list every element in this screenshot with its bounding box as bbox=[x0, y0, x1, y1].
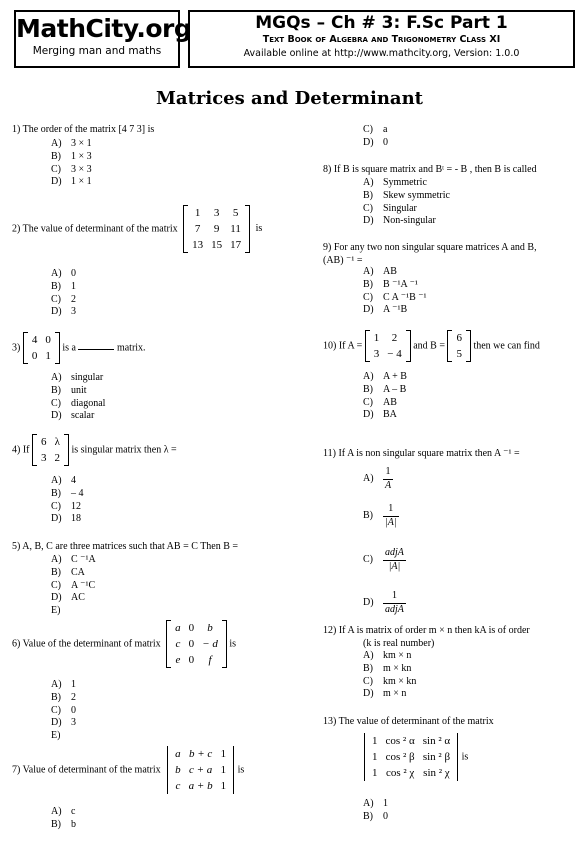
question-stem-suffix: is bbox=[461, 751, 469, 763]
answer-option[interactable] bbox=[363, 397, 407, 410]
options-q4 bbox=[51, 475, 84, 526]
option-letter: B) bbox=[51, 487, 61, 499]
option-text: A + B bbox=[383, 371, 407, 382]
option-letter: A) bbox=[363, 177, 374, 188]
question-stem: 5) A, B, C are three matrices such that AB = C Then B = bbox=[12, 541, 239, 552]
header-subtitle: Text Book of Algebra and Trigonometry Class XI bbox=[262, 34, 501, 45]
option-text: Non-singular bbox=[383, 215, 436, 227]
option-letter: E) bbox=[51, 605, 61, 617]
answer-option[interactable] bbox=[51, 679, 76, 692]
matrix-entry: − d bbox=[202, 638, 218, 650]
answer-option[interactable] bbox=[51, 554, 96, 567]
question-9 bbox=[323, 242, 537, 267]
matrix-entry: 1 bbox=[194, 207, 201, 219]
answer-option[interactable] bbox=[363, 688, 416, 701]
options-q8 bbox=[363, 177, 450, 228]
fraction-numerator: adjA bbox=[383, 547, 406, 561]
option-letter: C) bbox=[363, 291, 373, 303]
option-letter: C) bbox=[363, 675, 373, 687]
matrix-entry: cos ² β bbox=[385, 751, 415, 763]
fraction bbox=[383, 547, 406, 573]
answer-option[interactable] bbox=[51, 488, 84, 501]
option-letter: B) bbox=[51, 280, 61, 292]
options-q3 bbox=[51, 372, 105, 423]
option-letter: B) bbox=[363, 278, 373, 290]
option-text: diagonal bbox=[71, 397, 106, 409]
answer-option[interactable] bbox=[51, 294, 76, 307]
option-text: scalar bbox=[71, 410, 95, 422]
options-q11 bbox=[363, 462, 406, 622]
matrix-entry: 0 bbox=[188, 622, 195, 634]
option-text: 1 bbox=[71, 280, 76, 292]
option-letter: C) bbox=[51, 579, 61, 591]
matrix-entry: c + a bbox=[188, 764, 213, 776]
option-letter: B) bbox=[51, 691, 61, 703]
option-text: 1 bbox=[383, 798, 388, 809]
matrix-entry: a bbox=[175, 748, 181, 760]
option-letter: B) bbox=[51, 818, 61, 830]
option-text: A ⁻¹B bbox=[383, 304, 408, 316]
option-text: 1 × 3 bbox=[71, 150, 92, 162]
fraction-numerator: 1 bbox=[383, 503, 399, 517]
answer-option[interactable] bbox=[363, 462, 406, 496]
option-letter: D) bbox=[363, 215, 374, 227]
fraction-denominator: A bbox=[385, 479, 392, 491]
option-text: 18 bbox=[71, 513, 81, 525]
option-letter: C) bbox=[51, 500, 61, 512]
matrix-entry: b bbox=[207, 622, 213, 634]
option-letter: B) bbox=[51, 384, 61, 396]
option-text: singular bbox=[71, 372, 104, 383]
option-text: BA bbox=[383, 409, 397, 421]
answer-option[interactable] bbox=[51, 605, 96, 618]
option-letter: A) bbox=[363, 371, 374, 382]
option-letter: A) bbox=[51, 372, 62, 383]
matrix-entry: cos ² α bbox=[385, 735, 415, 747]
matrix-entry: 2 bbox=[391, 332, 398, 344]
option-text: AC bbox=[71, 592, 85, 604]
options-q5 bbox=[51, 554, 96, 618]
question-stem-suffix: is bbox=[237, 764, 245, 776]
option-letter: B) bbox=[363, 509, 373, 521]
matrix-entry: 1 bbox=[220, 764, 227, 776]
matrix-entry: 13 bbox=[192, 239, 204, 251]
answer-option[interactable] bbox=[363, 371, 407, 384]
question-10 bbox=[323, 330, 540, 362]
question-1 bbox=[12, 124, 154, 137]
matrix-entry: 15 bbox=[211, 239, 223, 251]
fraction bbox=[383, 590, 406, 616]
matrix-entry: cos ² χ bbox=[385, 767, 415, 779]
option-text: 3 × 1 bbox=[71, 138, 92, 149]
option-text: A – B bbox=[383, 383, 407, 395]
matrix-entry: c bbox=[175, 638, 181, 650]
question-stem-line2: (AB) ⁻¹ = bbox=[323, 254, 363, 266]
option-text: Skew symmetric bbox=[383, 189, 450, 201]
answer-option[interactable] bbox=[51, 580, 96, 593]
question-stem-mid: and B = bbox=[413, 340, 445, 352]
option-text: 0 bbox=[383, 810, 388, 822]
answer-option[interactable] bbox=[51, 705, 76, 718]
option-letter: D) bbox=[363, 688, 374, 700]
matrix-entry: 5 bbox=[232, 207, 239, 219]
options-q6 bbox=[51, 679, 76, 743]
question-11 bbox=[323, 448, 520, 461]
option-text: 1 × 1 bbox=[71, 176, 92, 188]
matrix-entry: 4 bbox=[31, 334, 38, 346]
option-letter: A) bbox=[363, 266, 374, 277]
matrix bbox=[183, 205, 250, 253]
answer-option[interactable] bbox=[363, 496, 406, 536]
question-stem: 13) The value of determinant of the matrix bbox=[323, 716, 494, 727]
answer-option[interactable] bbox=[51, 176, 92, 189]
option-letter: D) bbox=[51, 592, 62, 604]
header bbox=[5, 3, 576, 71]
matrix bbox=[23, 332, 60, 364]
matrix-entry: 0 bbox=[45, 334, 51, 346]
matrix-entry: 5 bbox=[456, 348, 462, 360]
logo-text: MathCity.org bbox=[16, 14, 192, 43]
answer-option[interactable] bbox=[51, 268, 76, 281]
matrix-entry: 3 bbox=[373, 348, 380, 360]
option-letter: A) bbox=[363, 472, 374, 484]
question-3 bbox=[12, 332, 146, 364]
question-stem: 12) If A is matrix of order m × n then kA is of order bbox=[323, 625, 530, 636]
fraction bbox=[383, 466, 393, 492]
option-text: 3 bbox=[71, 306, 76, 318]
matrix-entry: 9 bbox=[213, 223, 220, 235]
matrix-entry: f bbox=[208, 654, 212, 666]
question-stem: 1) The order of the matrix [4 7 3] is bbox=[12, 124, 155, 135]
fraction-numerator: 1 bbox=[383, 466, 393, 480]
answer-option[interactable] bbox=[363, 190, 450, 203]
options-q10 bbox=[363, 371, 407, 422]
option-text: unit bbox=[71, 384, 87, 396]
matrix-entry: 2 bbox=[54, 452, 60, 464]
option-text: m × kn bbox=[383, 662, 412, 674]
answer-option[interactable] bbox=[51, 806, 76, 819]
question-stem-suffix: is singular matrix then λ = bbox=[71, 444, 177, 456]
answer-blank bbox=[78, 349, 114, 350]
answer-option[interactable] bbox=[363, 811, 388, 824]
option-text: 3 bbox=[71, 717, 76, 729]
question-4 bbox=[12, 434, 177, 466]
question-7 bbox=[12, 746, 244, 794]
matrix-entry: a bbox=[175, 622, 181, 634]
option-letter: D) bbox=[51, 306, 62, 318]
matrix-entry: 0 bbox=[31, 350, 38, 362]
option-letter: D) bbox=[363, 596, 374, 608]
matrix-entry: sin ² β bbox=[422, 751, 451, 763]
matrix-entry: 6 bbox=[41, 436, 47, 448]
option-letter: A) bbox=[51, 138, 62, 149]
answer-option[interactable] bbox=[51, 151, 92, 164]
matrix-entry: 1 bbox=[372, 767, 378, 779]
answer-option[interactable] bbox=[51, 730, 76, 743]
matrix-entry: 0 bbox=[188, 654, 195, 666]
fraction-denominator: |A| bbox=[385, 516, 397, 528]
answer-option[interactable] bbox=[51, 819, 76, 832]
question-stem-suffix: is bbox=[229, 638, 237, 650]
matrix-entry: λ bbox=[54, 436, 60, 448]
option-text: c bbox=[71, 806, 76, 817]
option-text: 2 bbox=[71, 691, 76, 703]
options-q1 bbox=[51, 138, 92, 189]
answer-option[interactable] bbox=[363, 663, 416, 676]
question-stem: 8) If B is square matrix and Bᵗ = - B , then B is called bbox=[323, 164, 537, 175]
question-stem: 9) For any two non singular square matrices A and B, bbox=[323, 242, 537, 253]
option-letter: C) bbox=[51, 293, 61, 305]
option-text: 2 bbox=[71, 293, 76, 305]
matrix-entry: 3 bbox=[213, 207, 220, 219]
option-text: 0 bbox=[71, 704, 76, 716]
option-letter: D) bbox=[363, 136, 374, 148]
matrix-entry: b + c bbox=[188, 748, 213, 760]
answer-option[interactable] bbox=[363, 650, 416, 663]
answer-option[interactable] bbox=[363, 215, 450, 228]
question-stem-suffix: is a bbox=[62, 342, 76, 354]
option-text: AB bbox=[383, 396, 397, 408]
answer-option[interactable] bbox=[363, 177, 450, 190]
answer-option[interactable] bbox=[363, 409, 407, 422]
answer-option[interactable] bbox=[363, 584, 406, 622]
answer-option[interactable] bbox=[51, 138, 92, 151]
option-letter: C) bbox=[51, 397, 61, 409]
answer-option[interactable] bbox=[51, 398, 105, 411]
matrix bbox=[32, 434, 69, 466]
question-number: 4) If bbox=[12, 444, 30, 456]
question-stem: 7) Value of determinant of the matrix bbox=[12, 764, 161, 776]
option-text: A ⁻¹C bbox=[71, 579, 96, 591]
question-number: 3) bbox=[12, 342, 21, 354]
option-letter: D) bbox=[51, 410, 62, 422]
option-letter: A) bbox=[51, 679, 62, 690]
option-text: m × n bbox=[383, 688, 407, 700]
option-text: AB bbox=[383, 266, 397, 277]
header-info-box bbox=[188, 10, 575, 68]
option-letter: A) bbox=[51, 268, 62, 279]
answer-option[interactable] bbox=[51, 513, 84, 526]
logo[interactable] bbox=[14, 10, 192, 68]
answer-option[interactable] bbox=[51, 717, 76, 730]
option-letter: A) bbox=[363, 798, 374, 809]
options-q7 bbox=[51, 806, 76, 832]
options-q1-continued bbox=[363, 124, 388, 150]
matrix-entry: 1 bbox=[45, 350, 51, 362]
option-letter: B) bbox=[363, 810, 373, 822]
answer-option[interactable] bbox=[363, 798, 388, 811]
option-letter: B) bbox=[51, 150, 61, 162]
question-stem-suffix: matrix. bbox=[116, 342, 146, 354]
matrix-entry: b bbox=[175, 764, 181, 776]
question-stem: 6) Value of the determinant of matrix bbox=[12, 638, 161, 650]
answer-option[interactable] bbox=[51, 281, 76, 294]
option-text: 4 bbox=[71, 475, 76, 486]
matrix-entry: 1 bbox=[220, 780, 227, 792]
option-letter: D) bbox=[51, 176, 62, 188]
matrix-entry: c bbox=[175, 780, 181, 792]
option-text: a bbox=[383, 124, 388, 135]
option-letter: C) bbox=[51, 704, 61, 716]
option-letter: A) bbox=[363, 650, 374, 661]
option-letter: B) bbox=[363, 189, 373, 201]
matrix bbox=[166, 620, 227, 668]
options-q9 bbox=[363, 266, 427, 317]
option-letter: D) bbox=[51, 513, 62, 525]
header-title: MGQs – Ch # 3: F.Sc Part 1 bbox=[255, 13, 508, 33]
answer-option[interactable] bbox=[363, 304, 427, 317]
answer-option[interactable] bbox=[51, 592, 96, 605]
option-text: Symmetric bbox=[383, 177, 427, 188]
matrix-entry: 17 bbox=[230, 239, 242, 251]
option-text: Singular bbox=[383, 202, 417, 214]
answer-option[interactable] bbox=[363, 266, 427, 279]
fraction-denominator: adjA bbox=[385, 603, 404, 615]
determinant bbox=[363, 733, 459, 781]
question-stem: 11) If A is non singular square matrix then A ⁻¹ = bbox=[323, 448, 520, 459]
question-stem: 10) If A = bbox=[323, 340, 363, 352]
option-text: 1 bbox=[71, 679, 76, 690]
question-6 bbox=[12, 620, 236, 668]
question-2 bbox=[12, 205, 262, 253]
question-8 bbox=[323, 164, 537, 177]
matrix-b bbox=[447, 330, 471, 362]
matrix-a bbox=[365, 330, 411, 362]
option-letter: A) bbox=[51, 806, 62, 817]
answer-option[interactable] bbox=[51, 385, 105, 398]
option-letter: A) bbox=[51, 554, 62, 565]
matrix-entry: a + b bbox=[188, 780, 213, 792]
determinant bbox=[166, 746, 235, 794]
option-text: 3 × 3 bbox=[71, 163, 92, 175]
option-letter: C) bbox=[363, 124, 373, 135]
option-letter: B) bbox=[363, 662, 373, 674]
options-q2 bbox=[51, 268, 76, 319]
answer-option[interactable] bbox=[363, 279, 427, 292]
option-text: b bbox=[71, 818, 76, 830]
matrix-entry: 3 bbox=[41, 452, 47, 464]
option-letter: D) bbox=[363, 304, 374, 316]
option-text: CA bbox=[71, 566, 85, 578]
matrix-entry: 11 bbox=[230, 223, 241, 235]
matrix-entry: 0 bbox=[188, 638, 195, 650]
option-text: – 4 bbox=[71, 487, 84, 499]
fraction-denominator: |A| bbox=[388, 560, 401, 572]
option-letter: B) bbox=[51, 566, 61, 578]
matrix-entry: sin ² α bbox=[422, 735, 451, 747]
answer-option[interactable] bbox=[51, 164, 92, 177]
matrix-entry: e bbox=[175, 654, 181, 666]
option-text: B ⁻¹A ⁻¹ bbox=[383, 278, 418, 290]
option-letter: E) bbox=[51, 730, 61, 742]
answer-option[interactable] bbox=[51, 501, 84, 514]
answer-option[interactable] bbox=[363, 124, 388, 137]
options-q12 bbox=[363, 650, 416, 701]
answer-option[interactable] bbox=[51, 306, 76, 319]
matrix-entry: − 4 bbox=[387, 348, 402, 360]
option-text: 0 bbox=[383, 136, 388, 148]
question-13 bbox=[323, 716, 494, 729]
option-text: 0 bbox=[71, 268, 76, 279]
option-letter: A) bbox=[51, 475, 62, 486]
matrix-entry: 6 bbox=[456, 332, 462, 344]
option-letter: C) bbox=[363, 396, 373, 408]
option-letter: C) bbox=[363, 202, 373, 214]
fraction-numerator: 1 bbox=[383, 590, 406, 604]
option-text: C ⁻¹A bbox=[71, 554, 96, 565]
question-stem-line2: (k is real number) bbox=[363, 637, 435, 649]
matrix-entry: 7 bbox=[194, 223, 201, 235]
option-letter: D) bbox=[51, 717, 62, 729]
question-stem-suffix: then we can find bbox=[473, 340, 540, 352]
answer-option[interactable] bbox=[51, 475, 84, 488]
answer-option[interactable] bbox=[363, 137, 388, 150]
answer-option[interactable] bbox=[363, 203, 450, 216]
header-availability: Available online at http://www.mathcity.org, Version: 1.0.0 bbox=[243, 48, 520, 59]
option-letter: C) bbox=[51, 163, 61, 175]
answer-option[interactable] bbox=[363, 536, 406, 584]
option-letter: D) bbox=[363, 409, 374, 421]
answer-option[interactable] bbox=[363, 384, 407, 397]
answer-option[interactable] bbox=[363, 292, 427, 305]
matrix-entry: 1 bbox=[373, 332, 380, 344]
logo-tagline: Merging man and maths bbox=[32, 45, 162, 57]
answer-option[interactable] bbox=[363, 676, 416, 689]
option-text: km × n bbox=[383, 650, 412, 661]
question-13-matrix bbox=[363, 733, 468, 781]
question-stem-suffix: is bbox=[255, 223, 263, 235]
answer-option[interactable] bbox=[51, 372, 105, 385]
option-letter: B) bbox=[363, 383, 373, 395]
answer-option[interactable] bbox=[51, 410, 105, 423]
answer-option[interactable] bbox=[51, 567, 96, 580]
question-stem: 2) The value of determinant of the matrix bbox=[12, 223, 178, 235]
option-text: km × kn bbox=[383, 675, 417, 687]
matrix-entry: sin ² χ bbox=[423, 767, 450, 779]
matrix-entry: 1 bbox=[372, 735, 378, 747]
option-text: 12 bbox=[71, 500, 81, 512]
option-letter: C) bbox=[363, 553, 373, 565]
answer-option[interactable] bbox=[51, 692, 76, 705]
question-12 bbox=[323, 625, 530, 650]
page-title: Matrices and Determinant bbox=[156, 88, 423, 109]
matrix-entry: 1 bbox=[220, 748, 227, 760]
question-5 bbox=[12, 541, 238, 554]
fraction bbox=[383, 503, 399, 529]
option-text: C A ⁻¹B ⁻¹ bbox=[383, 291, 427, 303]
matrix-entry: 1 bbox=[372, 751, 378, 763]
options-q13 bbox=[363, 798, 388, 824]
